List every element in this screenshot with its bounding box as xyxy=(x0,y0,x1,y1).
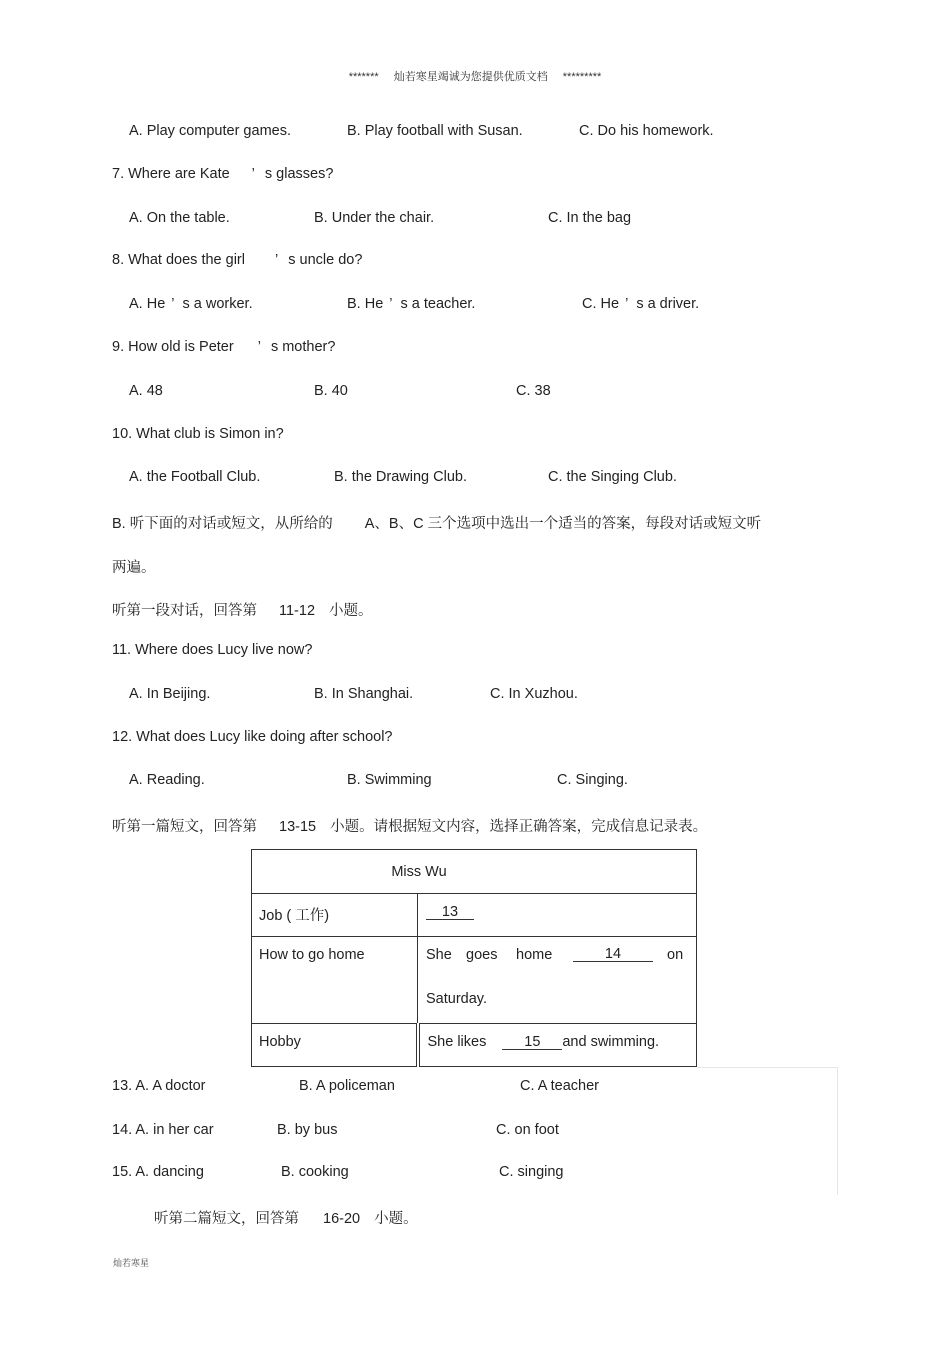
q7-option-c: C. In the bag xyxy=(548,210,632,226)
dialog-1-num: 11-12 xyxy=(279,603,316,619)
q14-option-c: C. on foot xyxy=(496,1122,559,1138)
q8-b-post: s a teacher. xyxy=(400,296,476,312)
section-b-line1-a: B. 听下面的对话或短文，从所给的 xyxy=(112,516,333,532)
home-blank: 14 xyxy=(573,947,653,962)
question-7 xyxy=(112,166,333,182)
page-header xyxy=(0,68,950,84)
q13-option-b: B. A policeman xyxy=(299,1078,395,1094)
home-value-cell xyxy=(418,937,697,1024)
hobby-value-cell xyxy=(418,1024,697,1067)
passage-1-post: 小题。请根据短文内容，选择正确答案，完成信息记录表。 xyxy=(330,819,708,835)
home-label: How to go home xyxy=(259,947,365,963)
home-line-2: Saturday. xyxy=(426,991,487,1007)
q11-option-b: B. In Shanghai. xyxy=(314,686,414,702)
question-12: 12. What does Lucy like doing after school? xyxy=(112,729,393,745)
q8-option-c xyxy=(582,296,699,312)
q8-text-pre: 8. What does the girl xyxy=(112,252,245,268)
q15-option-a: 15. A. dancing xyxy=(112,1164,204,1180)
hobby-blank: 15 xyxy=(502,1035,562,1050)
passage-2-num: 16-20 xyxy=(323,1211,361,1227)
job-label: Job ( 工作) xyxy=(259,908,330,924)
home-word-1: She xyxy=(426,947,452,963)
passage-1-instruction xyxy=(112,815,707,836)
table-title: Miss Wu xyxy=(391,863,447,880)
q9-apostrophe: ’ xyxy=(257,339,261,355)
q12-option-c: C. Singing. xyxy=(557,772,628,788)
dialog-1-instruction xyxy=(112,599,373,620)
passage-2-instruction xyxy=(154,1207,418,1228)
q15-option-c: C. singing xyxy=(499,1164,564,1180)
faint-rule-vertical xyxy=(837,1067,838,1195)
header-title: 灿若寒星竭诚为您提供优质文档 xyxy=(393,71,548,83)
q14-option-a: 14. A. in her car xyxy=(112,1122,214,1138)
hobby-label: Hobby xyxy=(259,1034,301,1050)
home-word-3: home xyxy=(516,947,553,963)
q8-c-pre: C. He xyxy=(582,296,620,312)
q8-b-apos: ’ xyxy=(389,296,393,312)
q6-option-b: B. Play football with Susan. xyxy=(347,123,523,139)
q11-option-c: C. In Xuzhou. xyxy=(490,686,578,702)
q7-text-pre: 7. Where are Kate xyxy=(112,166,230,182)
q8-b-pre: B. He xyxy=(347,296,384,312)
passage-1-num: 13-15 xyxy=(279,819,317,835)
passage-2-pre: 听第二篇短文，回答第 xyxy=(154,1211,299,1227)
q7-apostrophe: ’ xyxy=(251,166,255,182)
q8-c-apos: ’ xyxy=(625,296,629,312)
question-11: 11. Where does Lucy live now? xyxy=(112,642,313,658)
q8-a-pre: A. He xyxy=(129,296,166,312)
q15-option-b: B. cooking xyxy=(281,1164,349,1180)
q7-text-post: s glasses? xyxy=(264,166,334,182)
home-line-1 xyxy=(426,947,696,991)
q10-option-a: A. the Football Club. xyxy=(129,469,261,485)
question-8 xyxy=(112,252,362,268)
q8-option-b xyxy=(347,296,475,312)
q13-option-c: C. A teacher xyxy=(520,1078,599,1094)
q7-option-a: A. On the table. xyxy=(129,210,230,226)
q8-c-post: s a driver. xyxy=(636,296,700,312)
q13-option-a: 13. A. A doctor xyxy=(112,1078,206,1094)
q10-option-c: C. the Singing Club. xyxy=(548,469,677,485)
q12-option-a: A. Reading. xyxy=(129,772,205,788)
header-stars-right: ********* xyxy=(562,71,602,83)
q8-text-post: s uncle do? xyxy=(288,252,363,268)
q9-text-post: s mother? xyxy=(270,339,336,355)
q9-option-b: B. 40 xyxy=(314,383,348,399)
q10-option-b: B. the Drawing Club. xyxy=(334,469,467,485)
section-b-instruction xyxy=(112,512,761,533)
table-title-cell xyxy=(252,850,697,894)
home-word-2: goes xyxy=(466,947,498,963)
q7-option-b: B. Under the chair. xyxy=(314,210,435,226)
q6-option-c: C. Do his homework. xyxy=(579,123,714,139)
section-b-line1-b: A、B、C 三个选项中选出一个适当的答案，每段对话或短文听 xyxy=(364,516,762,532)
question-10: 10. What club is Simon in? xyxy=(112,426,284,442)
q14-option-b: B. by bus xyxy=(277,1122,338,1138)
passage-1-pre: 听第一篇短文，回答第 xyxy=(112,819,257,835)
q9-text-pre: 9. How old is Peter xyxy=(112,339,234,355)
job-value-cell xyxy=(418,894,697,937)
faint-rule-horizontal xyxy=(697,1067,838,1068)
hobby-pre: She likes xyxy=(427,1034,487,1050)
q9-option-c: C. 38 xyxy=(516,383,551,399)
q8-apostrophe: ’ xyxy=(275,252,279,268)
hobby-post: and swimming. xyxy=(562,1034,660,1050)
job-blank: 13 xyxy=(426,905,474,920)
home-on: on xyxy=(667,947,684,963)
dialog-1-post: 小题。 xyxy=(329,603,373,619)
info-record-table xyxy=(251,849,697,1067)
q8-a-post: s a worker. xyxy=(182,296,253,312)
q9-option-a: A. 48 xyxy=(129,383,163,399)
q8-option-a xyxy=(129,296,253,312)
q8-a-apos: ’ xyxy=(171,296,175,312)
header-stars-left: ******* xyxy=(348,71,379,83)
q11-option-a: A. In Beijing. xyxy=(129,686,211,702)
page-footer: 灿若寒星 xyxy=(113,1258,150,1268)
passage-2-post: 小题。 xyxy=(374,1211,418,1227)
hobby-label-cell xyxy=(252,1024,418,1067)
q6-option-a: A. Play computer games. xyxy=(129,123,291,139)
dialog-1-pre: 听第一段对话，回答第 xyxy=(112,603,257,619)
job-label-cell xyxy=(252,894,418,937)
home-label-cell xyxy=(252,937,418,1024)
q12-option-b: B. Swimming xyxy=(347,772,432,788)
question-9 xyxy=(112,339,335,355)
section-b-line2: 两遍。 xyxy=(112,560,156,576)
